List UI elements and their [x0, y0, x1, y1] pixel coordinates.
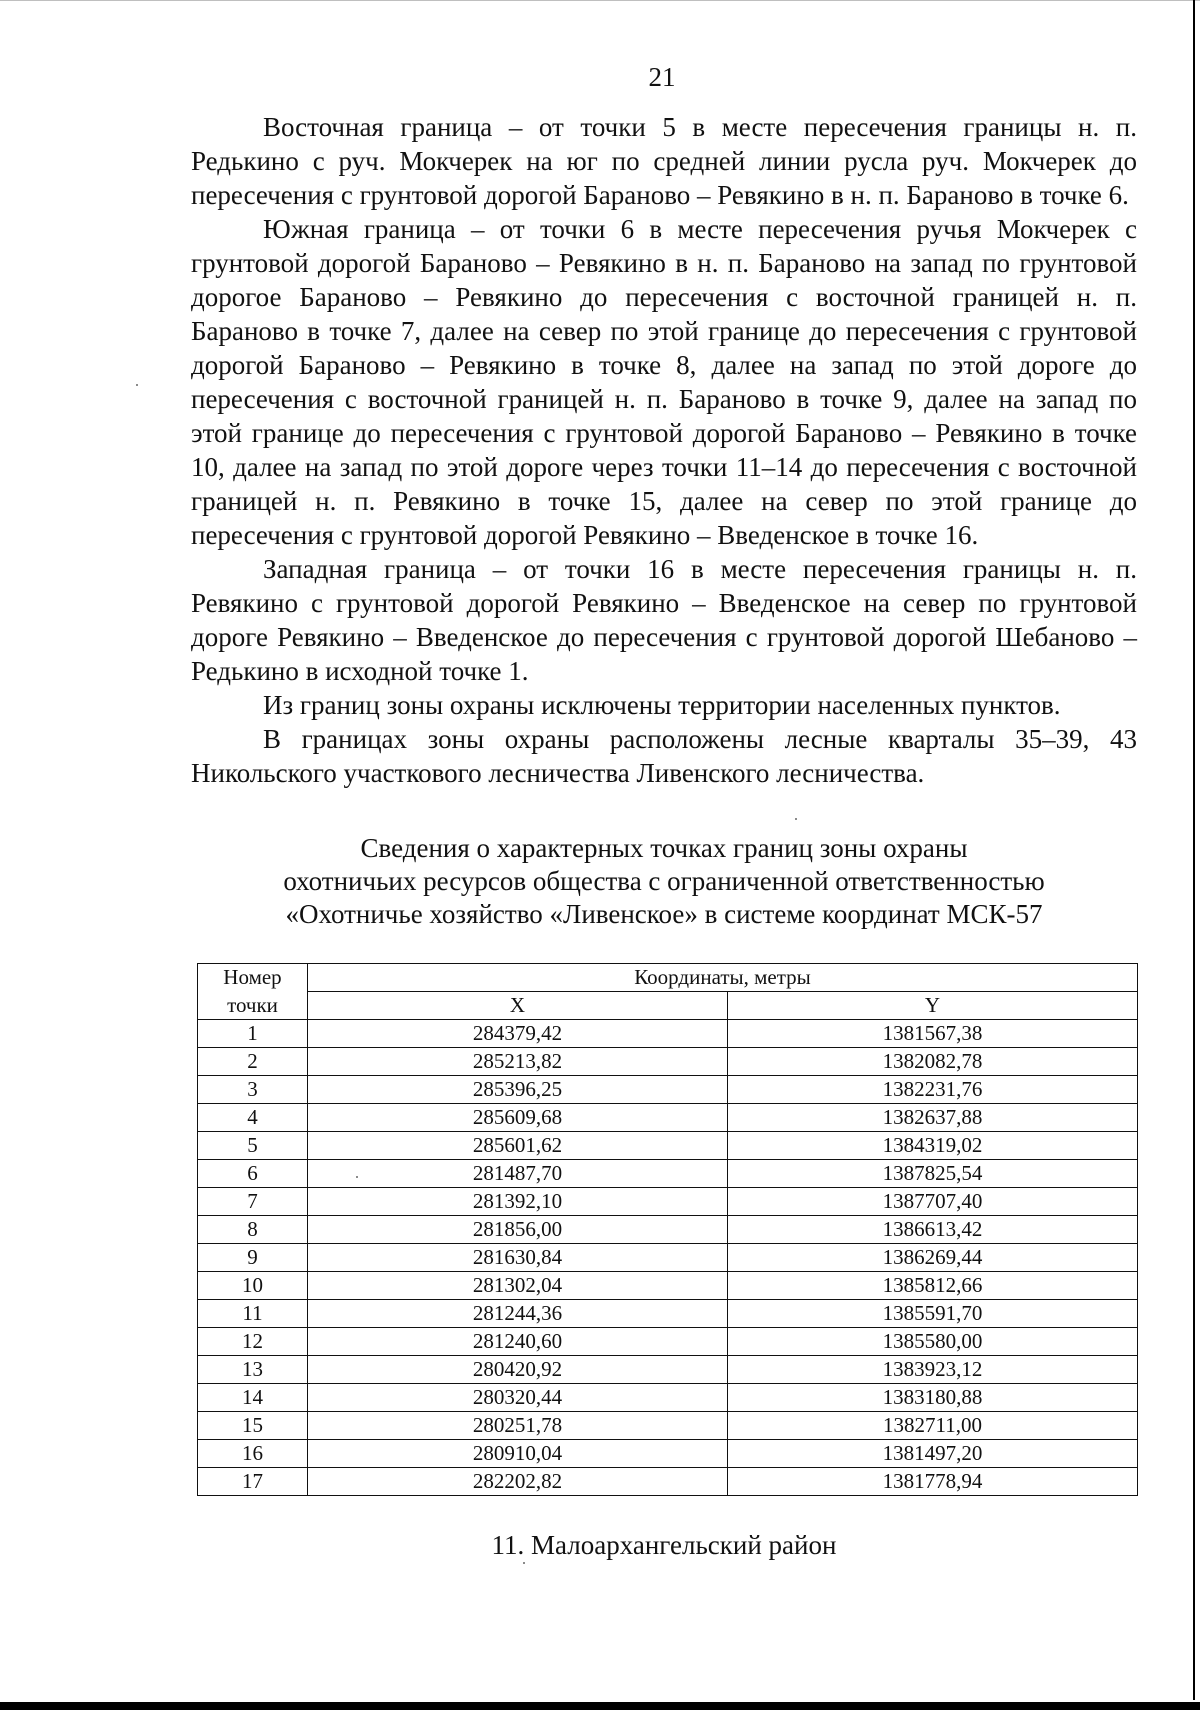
cell-x: 281856,00: [308, 1216, 728, 1244]
cell-y: 1386269,44: [728, 1244, 1138, 1272]
cell-y: 1385580,00: [728, 1328, 1138, 1356]
cell-point-number: 11: [198, 1300, 308, 1328]
table-row: [198, 1328, 1138, 1356]
table-row: [198, 1048, 1138, 1076]
cell-x: 285601,62: [308, 1132, 728, 1160]
cell-point-number: 13: [198, 1356, 308, 1384]
caption-line: охотничьих ресурсов общества с ограниченной ответственностью: [283, 866, 1045, 896]
cell-point-number: 3: [198, 1076, 308, 1104]
header-number-line2: точки: [198, 992, 308, 1020]
cell-x: 280420,92: [308, 1356, 728, 1384]
table-row: [198, 1272, 1138, 1300]
cell-x: 284379,42: [308, 1020, 728, 1048]
cell-x: 285396,25: [308, 1076, 728, 1104]
cell-y: 1382231,76: [728, 1076, 1138, 1104]
scan-edge-top: [0, 0, 1200, 1]
cell-x: 281302,04: [308, 1272, 728, 1300]
cell-point-number: 1: [198, 1020, 308, 1048]
cell-y: 1387707,40: [728, 1188, 1138, 1216]
table-row: [198, 1020, 1138, 1048]
cell-point-number: 15: [198, 1412, 308, 1440]
cell-y: 1387825,54: [728, 1160, 1138, 1188]
cell-x: 280251,78: [308, 1412, 728, 1440]
scan-speck: [795, 818, 797, 820]
cell-y: 1383923,12: [728, 1356, 1138, 1384]
paragraph-east-boundary: Восточная граница – от точки 5 в месте пересечения границы н. п. Редькино с руч. Мокчерек на юг по средней линии русла руч. Мокчерек до пересечения с грунтовой дорогой Бараново – Ревякино в н. п. Бараново в точке 6.: [191, 112, 1137, 210]
page-number: 21: [648, 62, 676, 92]
cell-y: 1384319,02: [728, 1132, 1138, 1160]
cell-point-number: 17: [198, 1468, 308, 1496]
cell-y: 1382637,88: [728, 1104, 1138, 1132]
cell-y: 1385591,70: [728, 1300, 1138, 1328]
table-row: [198, 1216, 1138, 1244]
caption-line: «Охотничье хозяйство «Ливенское» в системе координат МСК-57: [285, 899, 1043, 929]
header-coordinates: Координаты, метры: [308, 964, 1138, 992]
table-row: [198, 1384, 1138, 1412]
cell-point-number: 9: [198, 1244, 308, 1272]
table-row: [198, 1356, 1138, 1384]
table-caption: [191, 832, 1137, 931]
cell-point-number: 14: [198, 1384, 308, 1412]
header-y: Y: [728, 992, 1138, 1020]
table-row: [198, 1300, 1138, 1328]
cell-x: 285609,68: [308, 1104, 728, 1132]
cell-point-number: 16: [198, 1440, 308, 1468]
cell-x: 280320,44: [308, 1384, 728, 1412]
cell-point-number: 8: [198, 1216, 308, 1244]
cell-x: 280910,04: [308, 1440, 728, 1468]
scan-speck: [136, 384, 138, 386]
cell-y: 1383180,88: [728, 1384, 1138, 1412]
cell-x: 281630,84: [308, 1244, 728, 1272]
cell-x: 285213,82: [308, 1048, 728, 1076]
cell-x: 282202,82: [308, 1468, 728, 1496]
scan-speck: [523, 1562, 525, 1564]
table-row: [198, 1440, 1138, 1468]
table-row: [198, 1412, 1138, 1440]
cell-y: 1381567,38: [728, 1020, 1138, 1048]
cell-point-number: 5: [198, 1132, 308, 1160]
cell-x: 281240,60: [308, 1328, 728, 1356]
cell-y: 1381778,94: [728, 1468, 1138, 1496]
caption-line: Сведения о характерных точках границ зоны охраны: [360, 833, 968, 863]
cell-point-number: 10: [198, 1272, 308, 1300]
body-text: [191, 110, 1137, 790]
cell-point-number: 12: [198, 1328, 308, 1356]
table-row: [198, 1160, 1138, 1188]
cell-y: 1382082,78: [728, 1048, 1138, 1076]
cell-y: 1381497,20: [728, 1440, 1138, 1468]
table-row: [198, 1244, 1138, 1272]
table-row: [198, 1104, 1138, 1132]
cell-y: 1386613,42: [728, 1216, 1138, 1244]
paragraph-west-boundary: Западная граница – от точки 16 в месте пересечения границы н. п. Ревякино с грунтовой дорогой Ревякино – Введенское на север по грунтовой дороге Ревякино – Введенское до пересечения с грунтовой дорогой Шебаново – Редькино в исходной точке 1.: [191, 554, 1137, 686]
section-heading: 11. Малоархангельский район: [491, 1530, 837, 1560]
cell-x: 281392,10: [308, 1188, 728, 1216]
scan-edge-right: [1193, 0, 1195, 1700]
paragraph-forest-quarters: В границах зоны охраны расположены лесные кварталы 35–39, 43 Никольского участкового лесничества Ливенского лесничества.: [191, 724, 1137, 788]
cell-x: 281487,70: [308, 1160, 728, 1188]
cell-point-number: 2: [198, 1048, 308, 1076]
header-number-line1: Номер: [198, 964, 308, 992]
table-header-row: [198, 964, 1138, 992]
table-row: [198, 1132, 1138, 1160]
coordinates-table: [197, 963, 1138, 1496]
cell-point-number: 4: [198, 1104, 308, 1132]
table-row: [198, 1076, 1138, 1104]
cell-point-number: 6: [198, 1160, 308, 1188]
table-row: [198, 1188, 1138, 1216]
cell-y: 1385812,66: [728, 1272, 1138, 1300]
paragraph-south-boundary: Южная граница – от точки 6 в месте пересечения ручья Мокчерек с грунтовой дорогой Бараново – Ревякино в н. п. Бараново на запад по грунтовой дорогое Бараново – Ревякино до пересечения с восточной границей н. п. Бараново в точке 7, далее на север по этой границе до пересечения с грунтовой дорогой Бараново – Ревякино в точке 8, далее на запад по этой дороге до пересечения с восточной границей н. п. Бараново в точке 9, далее на запад по этой границе до пересечения с грунтовой дорогой Бараново – Ревякино в точке 10, далее на запад по этой дороге через точки 11–14 до пересечения с восточной границей н. п. Ревякино в точке 15, далее на север по этой границе до пересечения с грунтовой дорогой Ревякино – Введенское в точке 16.: [191, 214, 1137, 550]
scan-edge-bottom: [0, 1702, 1200, 1710]
table-subheader-row: [198, 992, 1138, 1020]
cell-point-number: 7: [198, 1188, 308, 1216]
table-row: [198, 1468, 1138, 1496]
cell-y: 1382711,00: [728, 1412, 1138, 1440]
header-x: X: [308, 992, 728, 1020]
cell-x: 281244,36: [308, 1300, 728, 1328]
paragraph-exclusions: Из границ зоны охраны исключены территории населенных пунктов.: [263, 690, 1061, 720]
